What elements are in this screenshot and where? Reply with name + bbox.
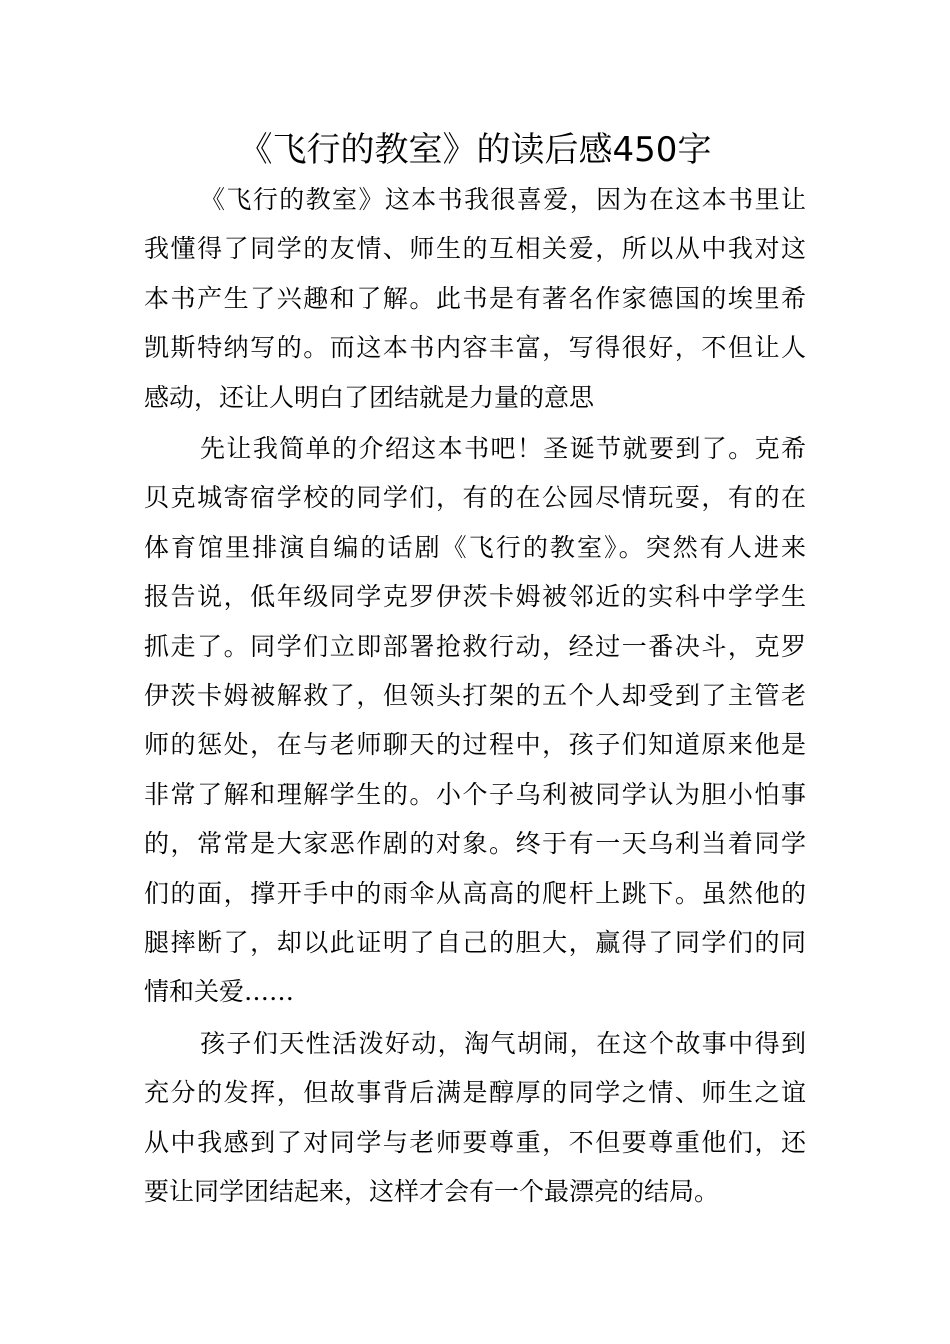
text-line: 充分的发挥，但故事背后满是醇厚的同学之情、师生之谊 [144, 1078, 806, 1108]
text-line: 要让同学团结起来，这样才会有一个最漂亮的结局。 [144, 1177, 720, 1207]
text-line: 的，常常是大家恶作剧的对象。终于有一天乌利当着同学 [144, 829, 806, 859]
text-line: 先让我简单的介绍这本书吧！圣诞节就要到了。克希 [200, 434, 806, 463]
paragraph-1 [144, 175, 806, 422]
text-line: 《飞行的教室》这本书我很喜爱，因为在这本书里让 [200, 185, 806, 214]
text-line: 凯斯特纳写的。而这本书内容丰富，写得很好，不但让人 [144, 333, 806, 363]
text-line: 体育馆里排演自编的话剧《飞行的教室》。突然有人进来 [144, 532, 806, 562]
text-line: 抓走了。同学们立即部署抢救行动，经过一番决斗，克罗 [144, 631, 806, 661]
text-line: 情和关爱…… [144, 977, 295, 1007]
text-line: 感动，还让人明白了团结就是力量的意思 [144, 382, 595, 412]
text-line: 腿摔断了，却以此证明了自己的胆大，赢得了同学们的同 [144, 927, 806, 957]
text-line: 我懂得了同学的友情、师生的互相关爱，所以从中我对这 [144, 234, 806, 264]
text-line: 非常了解和理解学生的。小个子乌利被同学认为胆小怕事 [144, 779, 806, 809]
paragraph-2 [144, 424, 806, 1017]
text-line: 伊茨卡姆被解救了，但领头打架的五个人却受到了主管老 [144, 680, 806, 710]
text-line: 本书产生了兴趣和了解。此书是有著名作家德国的埃里希 [144, 283, 806, 313]
text-line: 从中我感到了对同学与老师要尊重，不但要尊重他们，还 [144, 1127, 806, 1157]
document-title: 《飞行的教室》的读后感450字 [238, 130, 712, 170]
text-line: 师的惩处，在与老师聊天的过程中，孩子们知道原来他是 [144, 730, 806, 760]
text-line: 们的面，撑开手中的雨伞从高高的爬杆上跳下。虽然他的 [144, 878, 806, 908]
paragraph-3 [144, 1019, 806, 1217]
text-line: 贝克城寄宿学校的同学们，有的在公园尽情玩耍，有的在 [144, 483, 806, 513]
text-line: 孩子们天性活泼好动，淘气胡闹，在这个故事中得到 [200, 1029, 806, 1058]
text-line: 报告说，低年级同学克罗伊茨卡姆被邻近的实科中学学生 [144, 582, 806, 612]
